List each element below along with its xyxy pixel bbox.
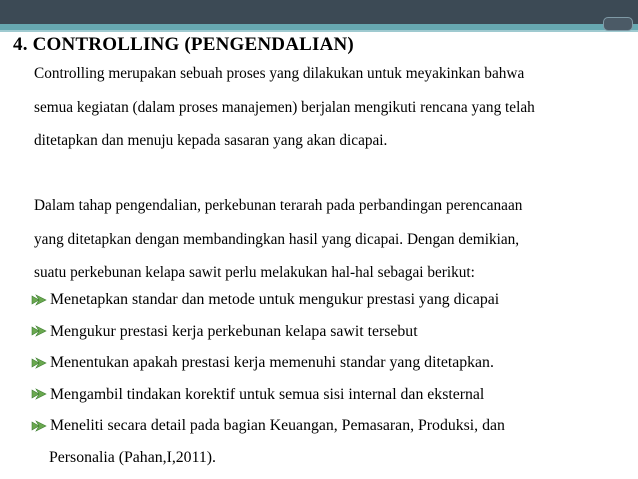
paragraph-controlling-definition (34, 57, 624, 158)
bullet-text: Mengambil tindakan korektif untuk semua sisi internal dan eksternal (50, 385, 485, 403)
bullet-text: Menentukan apakah prestasi kerja memenuhi standar yang ditetapkan. (50, 354, 494, 371)
arrow-bullet-icon (31, 325, 47, 337)
bullet-text: Menetapkan standar dan metode untuk mengukur prestasi yang dicapai (50, 291, 500, 308)
bullet-item (31, 284, 631, 316)
bullet-item (31, 347, 631, 379)
bullet-item (31, 379, 631, 411)
slide-title: 4. CONTROLLING (PENGENDALIAN) (13, 34, 354, 55)
bullet-item (31, 410, 631, 442)
paragraph-line: suatu perkebunan kelapa sawit perlu melakukan hal-hal sebagai berikut: (34, 264, 475, 281)
bullet-text: Mengukur prestasi kerja perkebunan kelapa sawit tersebut (50, 322, 418, 340)
arrow-bullet-icon (31, 388, 47, 400)
paragraph-line: semua kegiatan (dalam proses manajemen) berjalan mengikuti rencana yang telah (34, 98, 535, 116)
bullet-continuation (31, 442, 631, 474)
paragraph-line: Controlling merupakan sebuah proses yang dilakukan untuk meyakinkan bahwa (34, 65, 525, 82)
bullet-list (31, 284, 631, 473)
bullet-item (31, 316, 631, 348)
arrow-bullet-icon (31, 420, 47, 432)
header-band (0, 0, 638, 24)
paragraph-line: yang ditetapkan dengan membandingkan hasil yang dicapai. Dengan demikian, (34, 230, 520, 248)
paragraph-control-stage (34, 189, 624, 290)
arrow-bullet-icon (31, 357, 47, 369)
accent-rule-light (0, 30, 638, 32)
paragraph-line: Dalam tahap pengendalian, perkebunan terarah pada perbandingan perencanaan (34, 197, 523, 214)
bullet-continuation-text: Personalia (Pahan,I,2011). (49, 448, 216, 466)
paragraph-line: ditetapkan dan menuju kepada sasaran yang akan dicapai. (34, 132, 388, 149)
arrow-bullet-icon (31, 294, 47, 306)
bullet-text: Meneliti secara detail pada bagian Keuangan, Pemasaran, Produksi, dan (50, 417, 505, 434)
corner-badge (603, 17, 633, 31)
